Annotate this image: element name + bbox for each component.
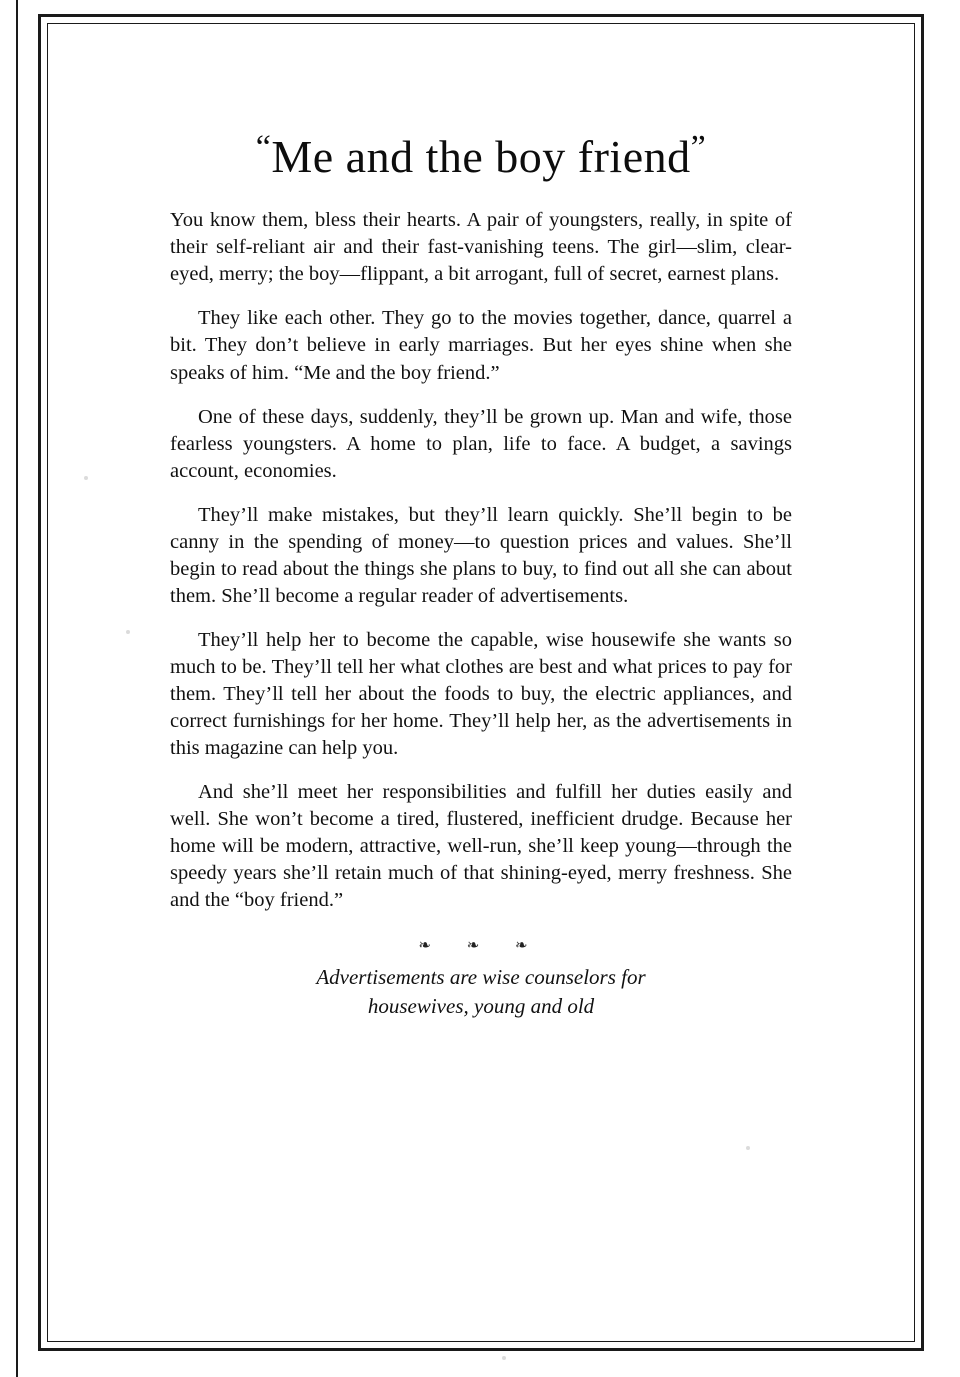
headline-text: Me and the boy friend bbox=[271, 131, 691, 182]
tagline bbox=[170, 963, 792, 1020]
paragraph: One of these days, suddenly, they’ll be grown up. Man and wife, those fearless youngsters. A home to plan, life to face. A budget, a savings account, economies. bbox=[170, 405, 792, 482]
paragraph: And she’ll meet her responsibilities and fulfill her duties easily and well. She won’t become a tired, flustered, inefficient drudge. Because her home will be modern, attractive, well-run, she’ll keep young—through the speedy years she’ll retain much of that shining-eyed, merry freshness. She and the “boy friend.” bbox=[170, 781, 792, 912]
headline-open-quote: “ bbox=[255, 129, 272, 166]
body-copy bbox=[170, 207, 792, 914]
scan-speckle bbox=[126, 630, 130, 634]
scan-speckle bbox=[84, 476, 88, 480]
page-edge-rule bbox=[16, 0, 18, 1377]
ornament-divider: ❧ ❧ ❧ bbox=[418, 938, 544, 955]
headline-close-quote: ” bbox=[690, 129, 707, 166]
tagline-line-1: Advertisements are wise counselors for bbox=[316, 965, 646, 990]
advertisement-content bbox=[170, 130, 792, 1020]
tagline-line-2: housewives, young and old bbox=[367, 993, 595, 1018]
page-title bbox=[170, 130, 792, 181]
scan-speckle bbox=[502, 1356, 506, 1360]
paragraph: They’ll help her to become the capable, wise housewife she wants so much to be. They’ll tell her what clothes are best and what prices to pay for them. They’ll tell her about the foods to buy, the electric appliances, and correct furnishings for her home. They’ll help her, as the advertisements in this magazine can help you. bbox=[170, 628, 792, 760]
paragraph: They like each other. They go to the movies together, dance, quarrel a bit. They don’t believe in early marriages. But her eyes shine when she speaks of him. “Me and the boy friend.” bbox=[170, 307, 792, 384]
paragraph: They’ll make mistakes, but they’ll learn quickly. She’ll begin to be canny in the spending of money—to question prices and values. She’ll begin to read about the things she plans to buy, to find out all she can about them. She’ll become a regular reader of advertisements. bbox=[170, 503, 792, 607]
scan-speckle bbox=[746, 1146, 750, 1150]
paragraph: You know them, bless their hearts. A pair of youngsters, really, in spite of their self-reliant air and their fast-vanishing teens. The girl—slim, clear-eyed, merry; the boy—flippant, a bit arrogant, full of secret, earnest plans. bbox=[170, 209, 792, 286]
